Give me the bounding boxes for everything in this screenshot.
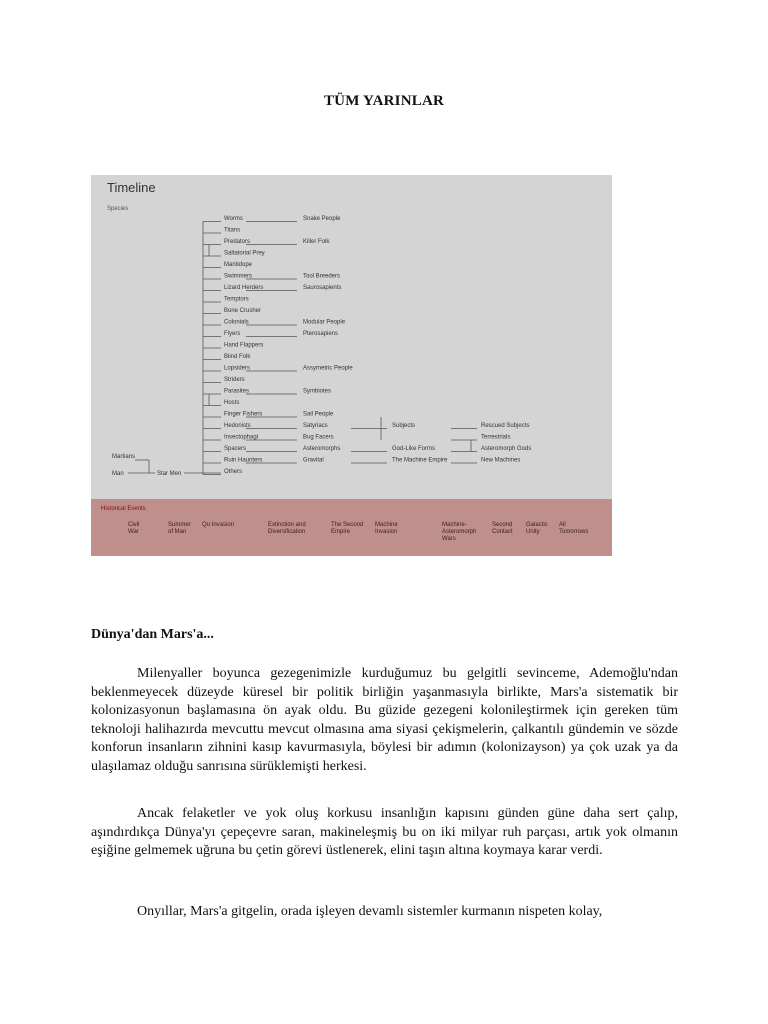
- event-label: Qu Invasion: [202, 522, 235, 528]
- event-label: Civil: [128, 522, 140, 528]
- event-label: Summer: [168, 522, 191, 528]
- descendant-label: Gravital: [303, 457, 324, 464]
- species-label: Saltatorial Prey: [224, 250, 265, 257]
- event-label: Tomorrows: [559, 529, 589, 535]
- timeline-diagram: [91, 175, 612, 556]
- descendant-label: Pterosapiens: [303, 331, 339, 337]
- descendant-label: Saurosapients: [303, 285, 342, 291]
- species-label: Mantidope: [224, 262, 253, 268]
- tree-labels: [112, 216, 531, 477]
- species-label: Swimmers: [224, 273, 252, 280]
- species-label: Hand Flappers: [224, 342, 264, 349]
- species-label: Blind Folk: [224, 354, 251, 360]
- event-label: Galactic: [526, 522, 548, 528]
- descendant-label: Terrestrials: [481, 434, 511, 441]
- species-label: Ruin Haunters: [224, 457, 263, 464]
- species-label: Finger Fishers: [224, 411, 263, 418]
- species-label: Parasites: [224, 388, 250, 395]
- species-label: Lopsiders: [224, 365, 251, 372]
- paragraph: Onyıllar, Mars'a gitgelin, orada işleyen devamlı sistemler kurmanın nispeten kolay,: [137, 904, 603, 919]
- root-species-label: Man: [112, 471, 124, 477]
- events-label: Historical Events: [101, 506, 146, 512]
- species-label: Titans: [224, 227, 241, 234]
- species-label: Predators: [224, 239, 251, 245]
- descendant-label: Symbiotes: [303, 388, 332, 395]
- descendant-label: The Machine Empire: [392, 457, 448, 464]
- timeline-title: Timeline: [107, 180, 156, 195]
- species-label: Species: [107, 206, 129, 212]
- paragraph: Ancak felaketler ve yok oluş korkusu insanlığın kapısını günden güne daha sert çalıp, aşındırdıkça Dünya'yı çepeçevre saran, makineleşmiş bu on iki milyar ruh parçası, artık yok olmanın eşiğine gelmemek uğruna bu çetin görevi üstlenerek, elini taşın altına koymaya karar verdi.: [91, 806, 678, 858]
- descendant-label: Asteromorph Gods: [481, 446, 532, 452]
- species-label: Flyers: [224, 331, 241, 337]
- root-species-label: Martians: [112, 454, 136, 460]
- species-label: Others: [224, 469, 243, 475]
- descendant-label: Tool Breeders: [303, 273, 341, 280]
- descendant-label: Asteromorphs: [303, 446, 341, 452]
- descendant-label: Rescued Subjects: [481, 423, 530, 429]
- event-label: Contact: [492, 529, 513, 535]
- descendant-label: Bug Facers: [303, 434, 334, 441]
- event-label: Extinction and: [268, 522, 306, 528]
- event-label: The Second: [331, 522, 364, 528]
- event-label: Diversification: [268, 529, 306, 535]
- event-label: of Man: [168, 529, 187, 535]
- species-label: Temptors: [224, 296, 249, 303]
- descendant-label: Subjects: [392, 423, 416, 429]
- event-label: Machine-: [442, 522, 467, 528]
- species-label: Striders: [224, 377, 245, 383]
- root-species-label: Star Men: [157, 471, 182, 477]
- descendant-label: Sail People: [303, 411, 334, 418]
- timeline-figure: [91, 175, 612, 556]
- descendant-label: Satyriacs: [303, 423, 328, 429]
- species-label: Spacers: [224, 446, 247, 452]
- species-label: Lizard Herders: [224, 285, 264, 291]
- descendant-label: Killer Folk: [303, 239, 330, 245]
- species-label: Insectophagi: [224, 434, 259, 441]
- species-label: Hedonists: [224, 423, 251, 429]
- event-label: Wars: [442, 536, 456, 542]
- event-label: All: [559, 522, 566, 528]
- descendant-label: Snake People: [303, 216, 341, 222]
- descendant-label: Modular People: [303, 319, 346, 326]
- descendant-label: New Machines: [481, 457, 521, 464]
- descendant-label: Assymetric People: [303, 365, 353, 372]
- species-label: Worms: [224, 216, 243, 222]
- document-title: TÜM YARINLAR: [323, 93, 445, 109]
- event-label: Invasion: [375, 529, 398, 535]
- event-label: Empire: [331, 529, 351, 535]
- event-label: Second: [492, 522, 513, 528]
- species-label: Colonials: [224, 319, 249, 326]
- descendant-label: God-Like Forms: [392, 446, 436, 452]
- section-heading: Dünya'dan Mars'a...: [91, 627, 214, 642]
- species-label: Bone Crusher: [224, 308, 262, 314]
- paragraph: Milenyaller boyunca gezegenimizle kurduğumuz bu gelgitli sevinceme, Ademoğlu'ndan beklenmeyecek düzeyde küresel bir politik birliğin yaşanmasıyla birlikte, Mars'a sistematik bir kolonizasyonun başlamasına ön ayak oldu. Bu güzide gezegeni kolonileştirmek için gereken tüm teknoloji halihazırda mevcuttu mevcut olmasına ama siyasi çekişmelerin, çalkantılı gündemin ve sözde konforun insanların zihnini kasıp kavurmasıyla, böylesi bir adımın (kolonizayson) ya çok uzak ya da ulaşılamaz olduğu sanrısına sürüklemişti herkesi.: [91, 666, 678, 774]
- species-label: Hosts: [224, 400, 240, 406]
- event-label: War: [128, 529, 139, 535]
- event-label: Unity: [526, 529, 540, 535]
- event-label: Asteromorph: [442, 529, 477, 535]
- event-label: Machine: [375, 522, 398, 528]
